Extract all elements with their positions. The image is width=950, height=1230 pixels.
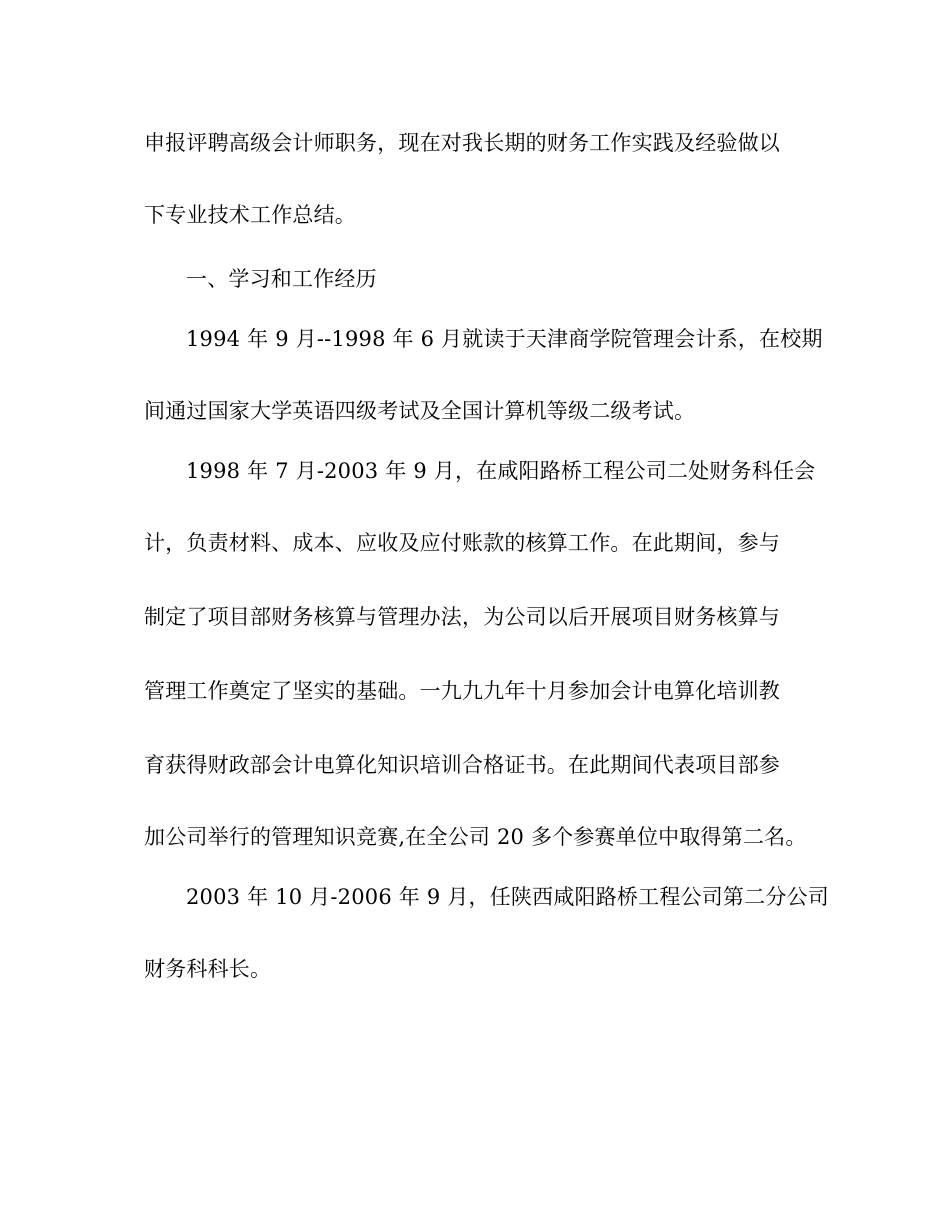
paragraph-line: 1994 年 9 月--1998 年 6 月就读于天津商学院管理会计系，在校期 [186, 327, 823, 351]
paragraph-line: 育获得财政部会计电算化知识培训合格证书。在此期间代表项目部参 [144, 753, 780, 777]
paragraph-line: 2003 年 10 月-2006 年 9 月，任陕西咸阳路桥工程公司第二分公司 [186, 885, 829, 909]
paragraph-line: 管理工作奠定了坚实的基础。一九九九年十月参加会计电算化培训教 [144, 679, 780, 703]
paragraph-line: 计，负责材料、成本、应收及应付账款的核算工作。在此期间，参与 [144, 531, 780, 555]
paragraph-line: 制定了项目部财务核算与管理办法，为公司以后开展项目财务核算与 [144, 605, 780, 629]
paragraph-line: 间通过国家大学英语四级考试及全国计算机等级二级考试。 [144, 399, 696, 423]
section-heading: 一、学习和工作经历 [186, 267, 377, 291]
paragraph-line: 申报评聘高级会计师职务，现在对我长期的财务工作实践及经验做以 [144, 131, 780, 155]
paragraph-line: 下专业技术工作总结。 [144, 203, 356, 227]
paragraph-line: 财务科科长。 [144, 957, 272, 981]
paragraph-line: 加公司举行的管理知识竞赛,在全公司 20 多个参赛单位中取得第二名。 [144, 825, 807, 849]
paragraph-line: 1998 年 7 月-2003 年 9 月，在咸阳路桥工程公司二处财务科任会 [186, 459, 816, 483]
